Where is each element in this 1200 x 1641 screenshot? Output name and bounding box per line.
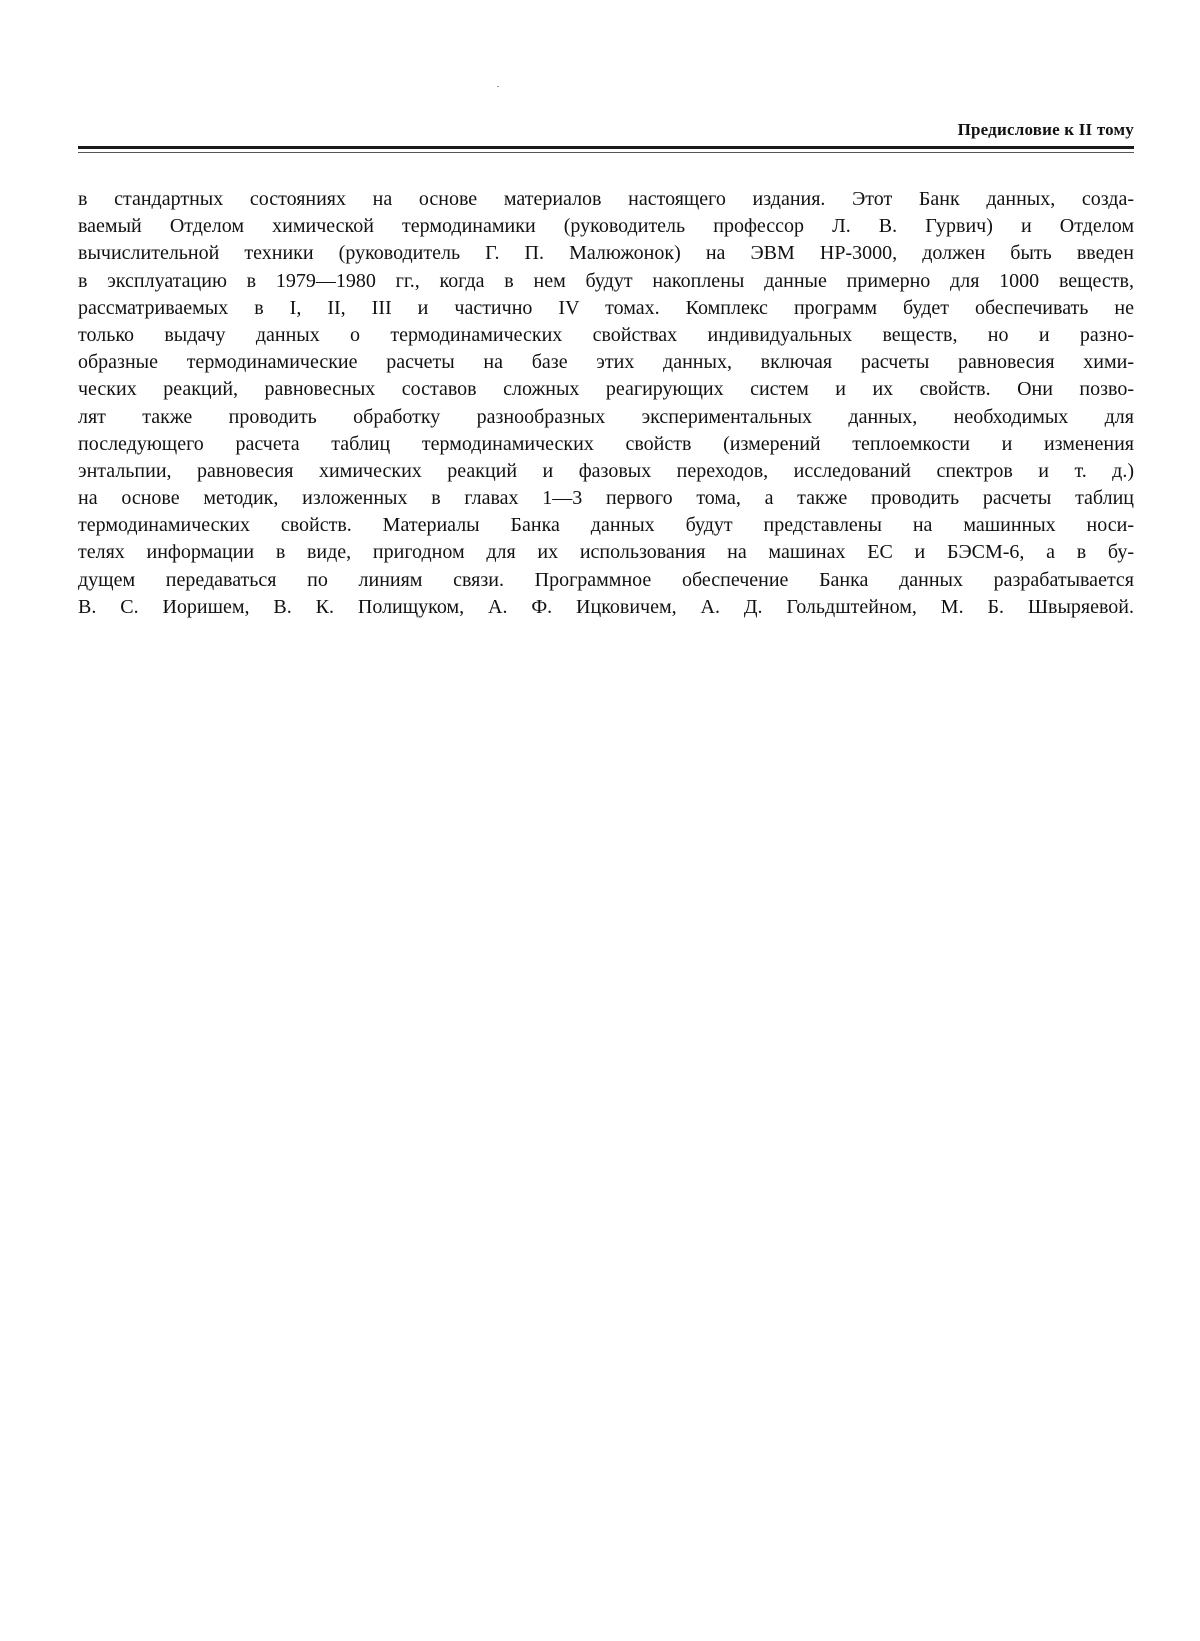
text-line: последующего расчета таблиц термодинамических свойств (измерений теплоемкости и изменения — [78, 432, 1134, 455]
text-line: только выдачу данных о термодинамических свойствах индивидуальных веществ, но и разно- — [78, 323, 1134, 346]
text-line: термодинамических свойств. Материалы Банка данных будут представлены на машинных носи- — [78, 514, 1134, 537]
text-line: В. С. Иоришем, В. К. Полищуком, А. Ф. Ицковичем, А. Д. Гольдштейном, М. Б. Швыряевой. — [78, 595, 1134, 618]
running-header-title: Предисловие к II тому — [957, 120, 1134, 139]
text-line: ваемый Отделом химической термодинамики (руководитель профессор Л. В. Гурвич) и Отделом — [78, 215, 1134, 238]
text-line: ческих реакций, равновесных составов сложных реагирующих систем и их свойств. Они позво- — [78, 378, 1134, 401]
text-line: рассматриваемых в I, II, III и частично IV томах. Комплекс программ будет обеспечивать не — [78, 296, 1134, 319]
text-line: дущем передаваться по линиям связи. Программное обеспечение Банка данных разрабатывается — [78, 568, 1134, 591]
text-line: лят также проводить обработку разнообразных экспериментальных данных, необходимых для — [78, 405, 1134, 428]
header-rule-thin — [78, 152, 1134, 153]
body-paragraph — [78, 186, 1134, 621]
scan-speck — [497, 86, 499, 87]
text-line: на основе методик, изложенных в главах 1—3 первого тома, а также проводить расчеты таблиц — [78, 487, 1134, 510]
text-line: в эксплуатацию в 1979—1980 гг., когда в нем будут накоплены данные примерно для 1000 веществ, — [78, 269, 1134, 292]
text-line: телях информации в виде, пригодном для их использования на машинах ЕС и БЭСМ-6, а в бу- — [78, 541, 1134, 564]
text-line: образные термодинамические расчеты на базе этих данных, включая расчеты равновесия хими- — [78, 351, 1134, 374]
text-line: в стандартных состояниях на основе материалов настоящего издания. Этот Банк данных, созда- — [78, 188, 1134, 210]
text-line: энтальпии, равновесия химических реакций и фазовых переходов, исследований спектров и т. д.) — [78, 459, 1134, 482]
header-rule — [78, 146, 1134, 149]
text-line: вычислительной техники (руководитель Г. П. Малюжонок) на ЭВМ НР-3000, должен быть введен — [78, 242, 1134, 265]
